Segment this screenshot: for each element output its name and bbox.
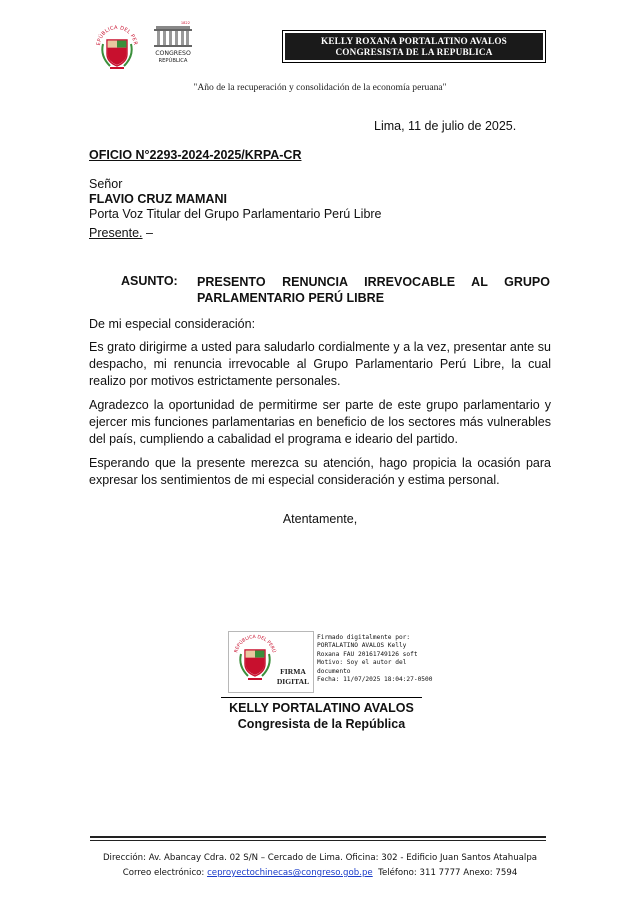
- header-title: CONGRESISTA DE LA REPUBLICA: [335, 46, 493, 57]
- recipient-name: FLAVIO CRUZ MAMANI: [89, 192, 227, 206]
- presente-line: [89, 226, 153, 240]
- footer-divider-thin: [90, 840, 546, 841]
- asunto-text: PRESENTO RENUNCIA IRREVOCABLE AL GRUPO PARLAMENTARIO PERÚ LIBRE: [197, 275, 550, 305]
- signature-info-line: documento: [317, 667, 351, 675]
- email-link[interactable]: ceproyectochinecas@congreso.gob.pe: [207, 868, 373, 878]
- signature-line: [221, 697, 422, 698]
- signature-info-line: Fecha: 11/07/2025 18:04:27-0500: [317, 676, 433, 684]
- digital-signature-stamp: [228, 631, 314, 693]
- seal-text: EPÚBLICA DEL PER: [95, 24, 139, 46]
- header-name: KELLY ROXANA PORTALATINO AVALOS: [320, 35, 507, 46]
- asunto-label: ASUNTO:: [121, 274, 178, 288]
- salutation: Señor: [89, 177, 123, 191]
- signature-info-line: Roxana FAU 20161749126 soft: [317, 650, 418, 658]
- congreso-logo: [150, 18, 196, 70]
- signatory-title: Congresista de la República: [237, 717, 406, 731]
- paragraph-3: Esperando que la presente merezca su atención, hago propicia la ocasión para expresar los sentimientos de mi especial consideración y estima personal.: [89, 456, 551, 487]
- stamp-label-firma: FIRMA: [280, 667, 306, 676]
- stamp-seal-text: REPÚBLICA DEL PERÚ: [234, 634, 276, 654]
- letter-date: Lima, 11 de julio de 2025.: [374, 119, 517, 133]
- paragraph-1: Es grato dirigirme a usted para saludarlo cordialmente y a la vez, presentar ante su despacho, mi renuncia irrevocable al Grupo Parlamentario Perú Libre, la cual realizo por motivos estrictamente personales.: [89, 340, 551, 388]
- signature-info-line: Firmado digitalmente por:: [317, 634, 411, 641]
- congreso-year: 1822: [180, 21, 190, 25]
- presente-suffix: –: [142, 226, 153, 240]
- presente-text: Presente.: [89, 226, 143, 240]
- footer-address: Dirección: Av. Abancay Cdra. 02 S/N – Cercado de Lima. Oficina: 302 - Edificio Juan Santos Atahualpa: [102, 853, 538, 863]
- email-label: Correo electrónico:: [122, 868, 208, 878]
- congresista-header-box: [282, 30, 546, 63]
- stamp-label-digital: DIGITAL: [276, 677, 310, 686]
- signature-info-line: Motivo: Soy el autor del: [317, 659, 407, 667]
- paragraph-2: Agradezco la oportunidad de permitirme ser parte de este grupo parlamentario y ejercer mis funciones parlamentarias en beneficio de los sectores más vulnerables del país, cumpliendo a cabalidad el programa e ideario del partido.: [89, 398, 551, 446]
- recipient-role: Porta Voz Titular del Grupo Parlamentario Perú Libre: [89, 207, 382, 221]
- peru-coat-of-arms-seal: [94, 22, 140, 74]
- republica-text: REPÚBLICA: [158, 58, 188, 64]
- footer-divider: [90, 836, 546, 838]
- year-motto: "Año de la recuperación y consolidación de la economía peruana": [193, 82, 447, 93]
- oficio-number: OFICIO N°2293-2024-2025/KRPA-CR: [89, 148, 302, 162]
- congreso-text: CONGRESO: [155, 50, 191, 57]
- greeting: De mi especial consideración:: [89, 317, 256, 331]
- phone-text: Teléfono: 311 7777 Anexo: 7594: [372, 868, 518, 878]
- signature-info: [317, 634, 467, 684]
- footer-contact: [0, 868, 640, 878]
- closing: Atentamente,: [282, 512, 358, 526]
- signature-info-line: PORTALATINO AVALOS Kelly: [317, 642, 407, 650]
- signatory-name: KELLY PORTALATINO AVALOS: [229, 701, 414, 715]
